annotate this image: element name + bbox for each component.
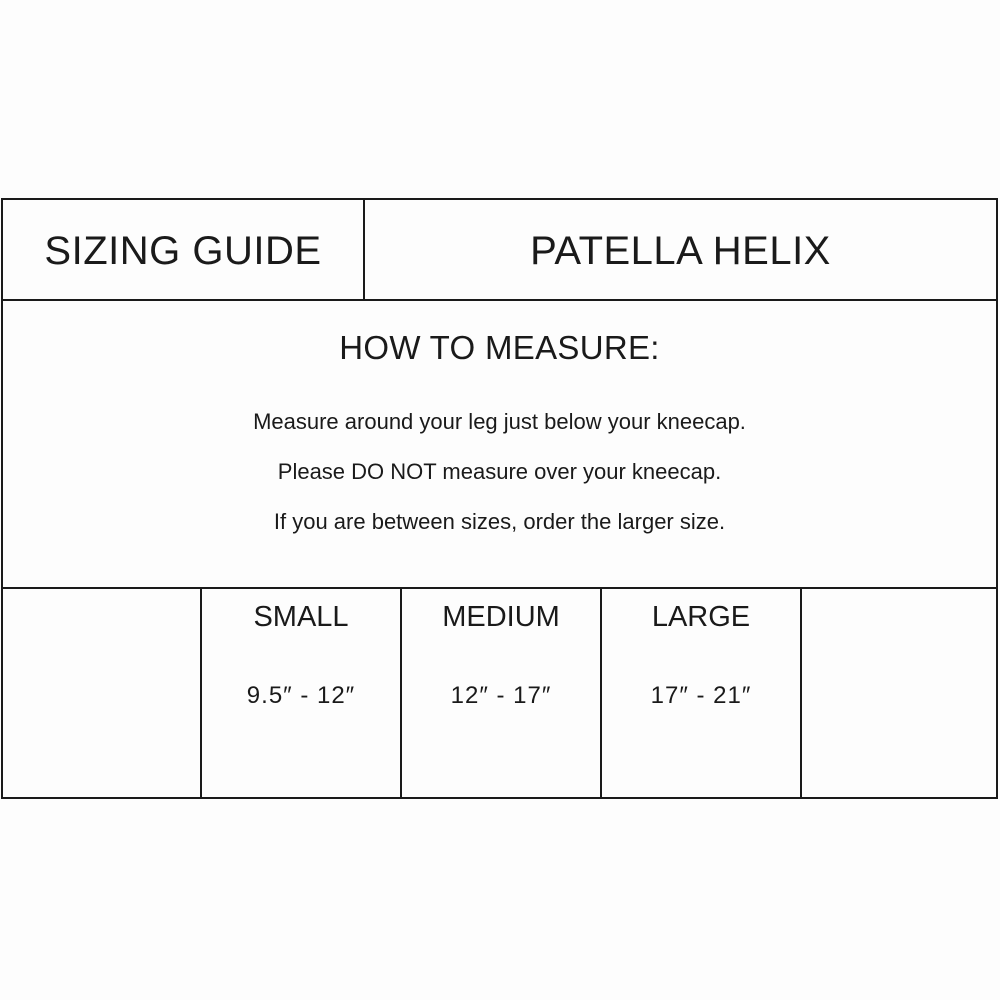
size-range: 9.5″ - 12″	[246, 682, 356, 709]
size-name: LARGE	[651, 601, 751, 633]
instruction-line: If you are between sizes, order the larger size.	[273, 509, 726, 534]
size-name: SMALL	[253, 601, 349, 633]
size-empty-cell	[3, 589, 202, 797]
sizing-guide-title: SIZING GUIDE	[44, 229, 322, 273]
instruction-line: Measure around your leg just below your kneecap.	[253, 409, 746, 434]
header-row	[3, 200, 996, 301]
size-name: MEDIUM	[442, 601, 560, 633]
size-row	[3, 589, 996, 797]
size-range: 12″ - 17″	[450, 682, 552, 709]
size-range: 17″ - 21″	[650, 682, 752, 709]
instructions-section	[3, 301, 996, 589]
size-cell-medium	[402, 589, 602, 797]
product-name: PATELLA HELIX	[530, 229, 831, 273]
instruction-line: Please DO NOT measure over your kneecap.	[277, 459, 722, 484]
how-to-measure-heading: HOW TO MEASURE:	[339, 329, 660, 366]
sizing-chart	[1, 198, 998, 799]
header-right-cell	[365, 200, 996, 299]
size-empty-cell	[802, 589, 996, 797]
size-cell-large	[602, 589, 802, 797]
header-left-cell	[3, 200, 365, 299]
size-cell-small	[202, 589, 402, 797]
